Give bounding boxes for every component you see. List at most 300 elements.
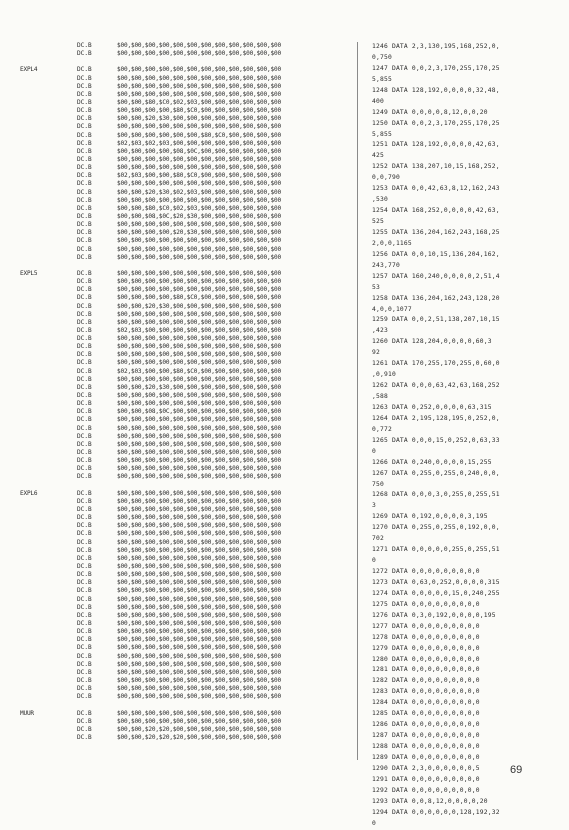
listing-row: [0, 58, 350, 66]
data-line: 0: [372, 447, 376, 455]
listing-row: [0, 449, 350, 457]
listing-directive: DC.B: [77, 107, 92, 115]
data-line: 1278 DATA 0,0,0,0,0,0,0,0,0: [372, 633, 480, 641]
data-line: 1288 DATA 0,0,0,0,0,0,0,0,0: [372, 743, 480, 750]
listing-directive: DC.B: [77, 546, 92, 554]
listing-row: [0, 425, 350, 433]
listing-directive: DC.B: [77, 522, 92, 530]
listing-directive: DC.B: [77, 457, 92, 465]
data-line: 1252 DATA 138,207,10,15,168,252,: [372, 163, 500, 171]
listing-row: [0, 718, 350, 726]
data-line: 1292 DATA 0,0,0,0,0,0,0,0,0: [372, 786, 480, 794]
listing-hex-bytes: $00,$00,$00,$00,$00,$00,$00,$00,$00,$00,$00,$00: [117, 180, 281, 188]
listing-hex-bytes: $00,$00,$00,$00,$00,$00,$00,$00,$00,$00,$00,$00: [117, 628, 281, 636]
listing-directive: DC.B: [77, 660, 92, 668]
listing-row: [0, 262, 350, 270]
listing-hex-bytes: $00,$00,$00,$00,$00,$00,$00,$00,$00,$00,$00,$00: [117, 652, 281, 660]
data-line: 1247 DATA 0,0,2,3,170,255,170,25: [372, 64, 500, 72]
listing-row: [0, 441, 350, 449]
listing-hex-bytes: $00,$00,$00,$00,$00,$00,$00,$00,$00,$00,$00,$00: [117, 351, 281, 359]
data-line: 0: [372, 557, 376, 565]
listing-row: [0, 286, 350, 294]
listing-directive: DC.B: [77, 563, 92, 570]
data-line: 1251 DATA 128,192,0,0,0,0,42,63,: [372, 141, 500, 149]
listing-row: [0, 547, 350, 555]
listing-directive: DC.B: [77, 42, 92, 49]
listing-hex-bytes: $00,$00,$00,$00,$00,$00,$00,$00,$00,$00,$00,$00: [117, 123, 281, 131]
listing-directive: DC.B: [77, 123, 92, 131]
data-line: 1248 DATA 128,192,0,0,0,0,32,48,: [372, 86, 500, 94]
listing-row: [0, 42, 350, 50]
data-line: 53: [372, 283, 380, 291]
listing-directive: DC.B: [77, 383, 92, 391]
listing-hex-bytes: $00,$00,$00,$00,$00,$00,$00,$00,$00,$00,$00,$00: [117, 237, 281, 245]
data-line: 92: [372, 349, 380, 357]
listing-directive: DC.B: [77, 212, 92, 220]
listing-hex-bytes: $00,$00,$00,$00,$00,$00,$00,$00,$00,$00,$00,$00: [117, 693, 281, 701]
listing-directive: DC.B: [77, 221, 92, 229]
listing-hex-bytes: $02,$03,$00,$00,$80,$C0,$00,$00,$00,$00,$00,$00: [117, 172, 281, 180]
listing-row: [0, 50, 350, 58]
listing-row: [0, 612, 350, 620]
listing-hex-bytes: $00,$00,$00,$00,$00,$00,$00,$00,$00,$00,$00,$00: [117, 90, 281, 98]
listing-directive: DC.B: [77, 709, 92, 717]
data-line: 1258 DATA 136,204,162,243,128,20: [372, 294, 500, 302]
listing-hex-bytes: $00,$00,$00,$00,$80,$C0,$00,$00,$00,$00,$00,$00: [117, 107, 281, 115]
listing-hex-bytes: $00,$00,$00,$00,$00,$00,$00,$00,$00,$00,$00,$00: [117, 400, 281, 408]
listing-hex-bytes: $00,$00,$00,$00,$00,$00,$00,$00,$00,$00,$00,$00: [117, 164, 281, 172]
listing-row: [0, 726, 350, 734]
listing-row: [0, 620, 350, 628]
listing-directive: DC.B: [77, 367, 92, 375]
data-line: 1262 DATA 0,0,0,63,42,63,168,252: [372, 382, 500, 390]
data-line: 0,772: [372, 425, 392, 433]
listing-directive: DC.B: [77, 408, 92, 416]
listing-row: [0, 254, 350, 262]
listing-hex-bytes: $00,$00,$00,$00,$00,$00,$00,$00,$00,$00,$00,$00: [117, 554, 281, 562]
listing-hex-bytes: $00,$00,$00,$00,$00,$00,$00,$00,$00,$00,$00,$00: [117, 579, 281, 587]
listing-directive: DC.B: [77, 685, 92, 693]
listing-directive: DC.B: [77, 196, 92, 204]
listing-directive: DC.B: [77, 554, 92, 562]
listing-directive: DC.B: [77, 725, 92, 733]
listing-hex-bytes: $00,$00,$00,$00,$00,$00,$00,$00,$00,$00,$00,$00: [117, 286, 281, 294]
listing-directive: DC.B: [77, 514, 92, 522]
data-line: 750: [372, 480, 384, 488]
listing-row: [0, 604, 350, 612]
listing-hex-bytes: $00,$00,$00,$00,$00,$00,$00,$00,$00,$00,$00,$00: [117, 359, 281, 367]
data-line: 1269 DATA 0,192,0,0,0,0,3,195: [372, 513, 488, 521]
listing-directive: DC.B: [77, 164, 92, 172]
listing-directive: DC.B: [77, 392, 92, 400]
data-line: 5,855: [372, 130, 392, 138]
data-line: 1285 DATA 0,0,0,0,0,0,0,0,0: [372, 710, 480, 718]
listing-row: [0, 75, 350, 83]
basic-data-listing: [372, 42, 562, 830]
data-line: 1290 DATA 2,3,0,0,0,0,0,0,5: [372, 764, 480, 772]
data-line: 1260 DATA 128,204,0,0,0,0,60,3: [372, 338, 492, 346]
listing-row: [0, 359, 350, 367]
listing-row: [0, 628, 350, 636]
listing-hex-bytes: $00,$00,$00,$00,$00,$00,$00,$00,$00,$00,$00,$00: [117, 335, 281, 343]
listing-hex-bytes: $00,$00,$00,$00,$00,$00,$00,$00,$00,$00,$00,$00: [117, 310, 281, 318]
listing-directive: DC.B: [77, 416, 92, 424]
data-line: 1270 DATA 0,255,0,255,0,192,0,0,: [372, 524, 500, 532]
listing-label: EXPL6: [20, 489, 38, 497]
listing-directive: DC.B: [77, 733, 92, 741]
listing-hex-bytes: $00,$00,$00,$00,$00,$00,$00,$00,$00,$00,$00,$00: [117, 155, 281, 163]
listing-hex-bytes: $00,$00,$20,$20,$00,$00,$00,$00,$00,$00,$00,$00: [117, 725, 281, 733]
data-line: 0: [372, 819, 376, 827]
listing-hex-bytes: $02,$03,$02,$03,$00,$00,$00,$00,$00,$00,$00,$00: [117, 139, 281, 147]
listing-row: [0, 392, 350, 400]
data-line: 1249 DATA 0,0,0,0,8,12,0,0,20: [372, 108, 488, 116]
listing-directive: DC.B: [77, 530, 92, 538]
listing-hex-bytes: $00,$00,$08,$0C,$00,$00,$00,$00,$00,$00,$00,$00: [117, 408, 281, 416]
listing-row: [0, 482, 350, 490]
data-line: 1273 DATA 0,63,0,252,0,0,0,0,315: [372, 578, 500, 586]
listing-hex-bytes: $00,$00,$00,$00,$00,$00,$00,$00,$00,$00,$00,$00: [117, 619, 281, 627]
listing-row: [0, 734, 350, 742]
data-line: 4,0,0,1077: [372, 305, 412, 313]
data-line: 1267 DATA 0,255,0,255,0,240,0,0,: [372, 469, 500, 477]
listing-label-row: [0, 270, 350, 278]
listing-directive: DC.B: [77, 506, 92, 514]
listing-directive: DC.B: [77, 269, 92, 277]
listing-row: [0, 327, 350, 335]
page-number: 69: [510, 764, 523, 776]
listing-hex-bytes: $00,$00,$00,$00,$00,$00,$00,$00,$00,$00,$00,$00: [117, 318, 281, 326]
listing-directive: DC.B: [77, 400, 92, 408]
data-line: ,423: [372, 327, 388, 335]
listing-directive: DC.B: [77, 432, 92, 440]
listing-hex-bytes: $00,$00,$00,$00,$00,$00,$80,$C0,$00,$00,$00,$00: [117, 131, 281, 139]
data-line: 1264 DATA 2,195,128,195,0,252,0,: [372, 414, 500, 422]
listing-hex-bytes: $00,$00,$00,$00,$00,$00,$00,$00,$00,$00,$00,$00: [117, 278, 281, 286]
listing-directive: DC.B: [77, 538, 92, 546]
listing-hex-bytes: $00,$00,$00,$00,$00,$00,$00,$00,$00,$00,$00,$00: [117, 66, 281, 74]
listing-row: [0, 522, 350, 530]
data-line: 1272 DATA 0,0,0,0,0,0,0,0,0: [372, 568, 480, 575]
listing-directive: DC.B: [77, 90, 92, 98]
listing-hex-bytes: $00,$00,$00,$00,$00,$00,$00,$00,$00,$00,$00,$00: [117, 522, 281, 530]
listing-hex-bytes: $00,$00,$00,$00,$80,$C0,$00,$00,$00,$00,$00,$00: [117, 294, 281, 302]
listing-row: [0, 164, 350, 172]
listing-row: [0, 335, 350, 343]
listing-hex-bytes: $00,$00,$00,$00,$00,$00,$00,$00,$00,$00,$00,$00: [117, 473, 281, 481]
listing-hex-bytes: $00,$00,$00,$00,$00,$00,$00,$00,$00,$00,$00,$00: [117, 392, 281, 400]
data-line: 3: [372, 502, 376, 510]
listing-directive: DC.B: [77, 245, 92, 253]
listing-row: [0, 140, 350, 148]
listing-row: [0, 83, 350, 91]
listing-hex-bytes: $00,$00,$00,$00,$00,$00,$00,$00,$00,$00,$00,$00: [117, 74, 281, 82]
listing-directive: DC.B: [77, 440, 92, 448]
listing-hex-bytes: $00,$00,$00,$00,$00,$00,$00,$00,$00,$00,$00,$00: [117, 611, 281, 619]
listing-hex-bytes: $00,$00,$00,$00,$00,$00,$00,$00,$00,$00,$00,$00: [117, 644, 281, 652]
listing-row: [0, 156, 350, 164]
data-line: 1291 DATA 0,0,0,0,0,0,0,0,0: [372, 775, 480, 783]
data-line: 1268 DATA 0,0,0,3,0,255,0,255,51: [372, 491, 500, 499]
listing-row: [0, 465, 350, 473]
listing-hex-bytes: $00,$00,$00,$00,$00,$00,$00,$00,$00,$00,$00,$00: [117, 432, 281, 440]
data-line: 1246 DATA 2,3,130,195,168,252,0,: [372, 43, 500, 50]
listing-hex-bytes: $00,$00,$00,$00,$00,$00,$00,$00,$00,$00,$00,$00: [117, 82, 281, 90]
listing-hex-bytes: $00,$00,$00,$00,$00,$00,$00,$00,$00,$00,$00,$00: [117, 636, 281, 644]
data-line: ,530: [372, 196, 388, 204]
listing-directive: DC.B: [77, 172, 92, 180]
listing-hex-bytes: $00,$00,$00,$00,$00,$00,$00,$00,$00,$00,$00,$00: [117, 245, 281, 253]
listing-directive: DC.B: [77, 351, 92, 359]
listing-row: [0, 294, 350, 302]
listing-hex-bytes: $00,$00,$00,$00,$00,$00,$00,$00,$00,$00,$00,$00: [117, 563, 281, 570]
listing-hex-bytes: $00,$00,$00,$00,$00,$00,$00,$00,$00,$00,$00,$00: [117, 489, 281, 497]
data-line: 1276 DATA 0,3,0,192,0,0,0,0,195: [372, 611, 496, 619]
listing-row: [0, 376, 350, 384]
listing-directive: DC.B: [77, 131, 92, 139]
data-line: 1275 DATA 0,0,0,0,0,0,0,0,0: [372, 600, 480, 608]
listing-row: [0, 669, 350, 677]
data-line: 1266 DATA 0,240,0,0,0,0,15,255: [372, 458, 492, 466]
listing-row: [0, 644, 350, 652]
data-line: 1256 DATA 0,0,10,15,136,204,162,: [372, 250, 500, 258]
listing-row: [0, 180, 350, 188]
data-line: 1277 DATA 0,0,0,0,0,0,0,0,0: [372, 622, 480, 630]
listing-directive: DC.B: [77, 50, 92, 58]
data-line: 425: [372, 152, 384, 160]
listing-directive: DC.B: [77, 636, 92, 644]
listing-directive: DC.B: [77, 497, 92, 505]
listing-label-row: [0, 66, 350, 74]
listing-directive: DC.B: [77, 253, 92, 261]
listing-directive: DC.B: [77, 98, 92, 106]
listing-hex-bytes: $00,$00,$00,$00,$00,$00,$00,$00,$00,$00,$00,$00: [117, 221, 281, 229]
listing-directive: DC.B: [77, 489, 92, 497]
listing-hex-bytes: $00,$00,$00,$00,$00,$00,$00,$00,$00,$00,$00,$00: [117, 42, 281, 49]
listing-directive: DC.B: [77, 74, 92, 82]
data-line: 1253 DATA 0,0,42,63,8,12,162,243: [372, 185, 500, 193]
listing-directive: DC.B: [77, 155, 92, 163]
listing-hex-bytes: $00,$00,$00,$00,$00,$00,$00,$00,$00,$00,$00,$00: [117, 440, 281, 448]
listing-row: [0, 408, 350, 416]
listing-directive: DC.B: [77, 204, 92, 212]
listing-row: [0, 319, 350, 327]
listing-hex-bytes: $00,$00,$20,$30,$02,$03,$00,$00,$00,$00,$00,$00: [117, 188, 281, 196]
assembly-listing: [0, 42, 350, 742]
listing-hex-bytes: $00,$00,$00,$00,$00,$00,$00,$00,$00,$00,$00,$00: [117, 676, 281, 684]
listing-row: [0, 123, 350, 131]
listing-directive: DC.B: [77, 652, 92, 660]
listing-row: [0, 172, 350, 180]
listing-hex-bytes: $00,$00,$00,$00,$00,$00,$00,$00,$00,$00,$00,$00: [117, 497, 281, 505]
data-line: 1289 DATA 0,0,0,0,0,0,0,0,0: [372, 753, 480, 761]
listing-row: [0, 685, 350, 693]
listing-directive: DC.B: [77, 318, 92, 326]
column-divider: [357, 42, 358, 760]
data-line: 5,855: [372, 75, 392, 83]
data-line: 243,770: [372, 261, 400, 269]
listing-directive: DC.B: [77, 676, 92, 684]
listing-directive: DC.B: [77, 115, 92, 123]
listing-hex-bytes: $00,$00,$00,$00,$00,$00,$00,$00,$00,$00,$00,$00: [117, 668, 281, 676]
listing-directive: DC.B: [77, 188, 92, 196]
listing-directive: DC.B: [77, 326, 92, 334]
listing-row: [0, 368, 350, 376]
listing-row: [0, 148, 350, 156]
listing-hex-bytes: $00,$00,$00,$00,$00,$00,$00,$00,$00,$00,$00,$00: [117, 424, 281, 432]
listing-row: [0, 416, 350, 424]
data-line: 1250 DATA 0,0,2,3,170,255,170,25: [372, 119, 500, 127]
listing-row: [0, 213, 350, 221]
listing-hex-bytes: $00,$00,$00,$00,$00,$00,$00,$00,$00,$00,$00,$00: [117, 506, 281, 514]
listing-directive: DC.B: [77, 180, 92, 188]
listing-label: EXPL5: [20, 269, 38, 277]
listing-row: [0, 693, 350, 701]
listing-directive: DC.B: [77, 286, 92, 294]
data-line: 1294 DATA 0,0,0,0,0,0,128,192,32: [372, 808, 500, 816]
data-line: 1279 DATA 0,0,0,0,0,0,0,0,0: [372, 644, 480, 652]
listing-row: [0, 571, 350, 579]
listing-row: [0, 636, 350, 644]
listing-row: [0, 197, 350, 205]
listing-hex-bytes: $00,$00,$08,$0C,$20,$30,$00,$00,$00,$00,$00,$00: [117, 212, 281, 220]
listing-directive: DC.B: [77, 619, 92, 627]
listing-directive: DC.B: [77, 449, 92, 457]
listing-hex-bytes: $00,$00,$00,$00,$00,$00,$00,$00,$00,$00,$00,$00: [117, 595, 281, 603]
listing-hex-bytes: $00,$00,$00,$00,$00,$00,$00,$00,$00,$00,$00,$00: [117, 587, 281, 595]
data-line: 1280 DATA 0,0,0,0,0,0,0,0,0: [372, 655, 480, 663]
listing-row: [0, 303, 350, 311]
data-line: 0,0,790: [372, 174, 400, 182]
data-line: 1281 DATA 0,0,0,0,0,0,0,0,0: [372, 666, 480, 674]
listing-hex-bytes: $00,$00,$80,$C0,$02,$03,$00,$00,$00,$00,$00,$00: [117, 98, 281, 106]
listing-row: [0, 587, 350, 595]
listing-hex-bytes: $00,$00,$00,$00,$00,$00,$00,$00,$00,$00,$00,$00: [117, 571, 281, 579]
listing-directive: DC.B: [77, 229, 92, 237]
listing-directive: DC.B: [77, 147, 92, 155]
listing-row: [0, 530, 350, 538]
listing-row: [0, 229, 350, 237]
data-line: 1257 DATA 160,240,0,0,0,0,2,51,4: [372, 272, 500, 280]
listing-label-row: [0, 490, 350, 498]
listing-row: [0, 311, 350, 319]
listing-hex-bytes: $00,$00,$20,$30,$00,$00,$00,$00,$00,$00,$00,$00: [117, 302, 281, 310]
listing-row: [0, 99, 350, 107]
listing-hex-bytes: $00,$00,$00,$00,$00,$00,$00,$00,$00,$00,$00,$00: [117, 269, 281, 277]
listing-hex-bytes: $00,$00,$20,$30,$00,$00,$00,$00,$00,$00,$00,$00: [117, 115, 281, 123]
listing-row: [0, 563, 350, 571]
listing-directive: DC.B: [77, 611, 92, 619]
listing-hex-bytes: $00,$00,$00,$00,$00,$00,$00,$00,$00,$00,$00,$00: [117, 660, 281, 668]
listing-directive: DC.B: [77, 82, 92, 90]
listing-hex-bytes: $00,$00,$00,$00,$00,$00,$00,$00,$00,$00,$00,$00: [117, 457, 281, 465]
listing-hex-bytes: $00,$00,$00,$00,$00,$00,$00,$00,$00,$00,$00,$00: [117, 253, 281, 261]
listing-row: [0, 677, 350, 685]
data-line: 1255 DATA 136,204,162,243,168,25: [372, 228, 500, 236]
data-line: 1263 DATA 0,252,0,0,0,0,63,315: [372, 403, 492, 411]
listing-hex-bytes: $02,$03,$00,$00,$80,$C0,$00,$00,$00,$00,$00,$00: [117, 367, 281, 375]
listing-row: [0, 400, 350, 408]
data-line: 1283 DATA 0,0,0,0,0,0,0,0,0: [372, 688, 480, 696]
listing-row: [0, 351, 350, 359]
listing-row: [0, 555, 350, 563]
listing-label-row: [0, 710, 350, 718]
listing-hex-bytes: $00,$00,$00,$00,$00,$00,$00,$00,$00,$00,$00,$00: [117, 416, 281, 424]
listing-hex-bytes: $00,$00,$00,$00,$00,$00,$00,$00,$00,$00,$00,$00: [117, 717, 281, 725]
listing-hex-bytes: $00,$00,$00,$00,$00,$00,$00,$00,$00,$00,$00,$00: [117, 343, 281, 351]
listing-directive: DC.B: [77, 278, 92, 286]
listing-directive: DC.B: [77, 294, 92, 302]
listing-directive: DC.B: [77, 587, 92, 595]
listing-hex-bytes: $00,$00,$00,$00,$00,$00,$00,$00,$00,$00,$00,$00: [117, 546, 281, 554]
listing-hex-bytes: $00,$00,$00,$00,$00,$00,$00,$00,$00,$00,$00,$00: [117, 538, 281, 546]
listing-row: [0, 661, 350, 669]
data-line: 702: [372, 535, 384, 543]
listing-row: [0, 189, 350, 197]
data-line: 525: [372, 218, 384, 225]
data-line: 1271 DATA 0,0,0,0,0,255,0,255,51: [372, 546, 500, 554]
listing-directive: DC.B: [77, 668, 92, 676]
listing-directive: DC.B: [77, 139, 92, 147]
listing-hex-bytes: $00,$00,$00,$00,$00,$00,$00,$00,$00,$00,$00,$00: [117, 709, 281, 717]
data-line: 1282 DATA 0,0,0,0,0,0,0,0,0: [372, 677, 480, 685]
listing-row: [0, 506, 350, 514]
listing-directive: DC.B: [77, 473, 92, 481]
listing-row: [0, 115, 350, 123]
listing-directive: DC.B: [77, 343, 92, 351]
listing-directive: DC.B: [77, 465, 92, 473]
listing-hex-bytes: $00,$00,$00,$00,$00,$00,$00,$00,$00,$00,$00,$00: [117, 50, 281, 58]
listing-row: [0, 107, 350, 115]
listing-row: [0, 221, 350, 229]
listing-hex-bytes: $00,$00,$20,$20,$20,$00,$00,$00,$00,$00,$00,$00: [117, 733, 281, 741]
listing-row: [0, 384, 350, 392]
listing-directive: DC.B: [77, 302, 92, 310]
data-line: ,0,910: [372, 371, 396, 379]
listing-row: [0, 457, 350, 465]
listing-hex-bytes: $00,$00,$00,$00,$00,$00,$00,$00,$00,$00,$00,$00: [117, 603, 281, 611]
data-line: 1274 DATA 0,0,0,0,0,15,0,240,255: [372, 589, 500, 597]
listing-row: [0, 596, 350, 604]
listing-directive: DC.B: [77, 335, 92, 343]
listing-hex-bytes: $00,$00,$00,$00,$00,$00,$00,$00,$00,$00,$00,$00: [117, 514, 281, 522]
listing-directive: DC.B: [77, 359, 92, 367]
listing-hex-bytes: $00,$00,$00,$00,$00,$00,$00,$00,$00,$00,$00,$00: [117, 449, 281, 457]
listing-row: [0, 237, 350, 245]
listing-row: [0, 539, 350, 547]
listing-directive: DC.B: [77, 571, 92, 579]
listing-row: [0, 653, 350, 661]
listing-directive: DC.B: [77, 644, 92, 652]
listing-row: [0, 701, 350, 709]
listing-row: [0, 343, 350, 351]
listing-hex-bytes: $00,$00,$20,$30,$00,$00,$00,$00,$00,$00,$00,$00: [117, 383, 281, 391]
listing-hex-bytes: $00,$00,$00,$00,$00,$00,$00,$00,$00,$00,$00,$00: [117, 196, 281, 204]
listing-directive: DC.B: [77, 424, 92, 432]
listing-hex-bytes: $00,$00,$00,$00,$00,$00,$00,$00,$00,$00,$00,$00: [117, 685, 281, 693]
listing-row: [0, 473, 350, 481]
data-line: 1259 DATA 0,0,2,51,138,207,10,15: [372, 316, 500, 324]
data-line: 1286 DATA 0,0,0,0,0,0,0,0,0: [372, 721, 480, 729]
listing-label: EXPL4: [20, 66, 38, 74]
listing-directive: DC.B: [77, 628, 92, 636]
listing-row: [0, 498, 350, 506]
data-line: 1261 DATA 170,255,170,255,0,60,0: [372, 360, 500, 368]
listing-label: MUUR: [20, 709, 34, 717]
listing-directive: DC.B: [77, 375, 92, 383]
listing-row: [0, 132, 350, 140]
listing-hex-bytes: $00,$00,$00,$00,$00,$00,$00,$00,$00,$00,$00,$00: [117, 465, 281, 473]
